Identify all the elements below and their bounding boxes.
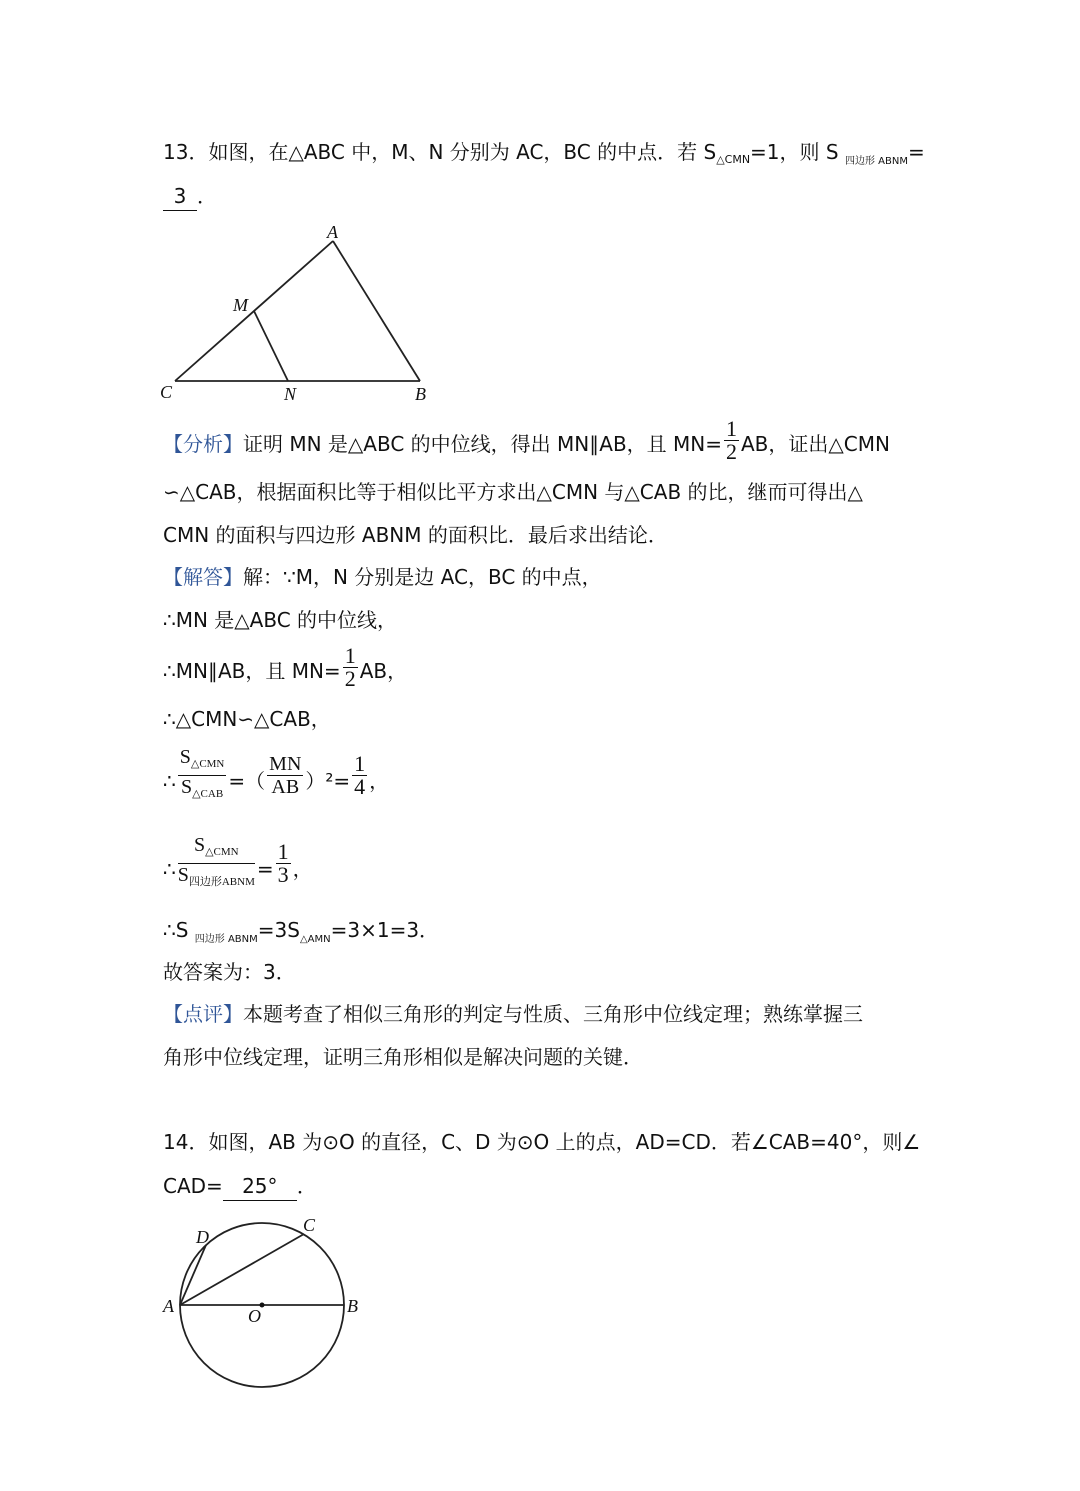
q13-solution-line4: ∴△CMN∽△CAB，: [163, 707, 331, 731]
label-O: O: [248, 1306, 261, 1326]
q14-stem-line2: CAD= 25° ．: [163, 1172, 317, 1201]
q13-comment-line2: 角形中位线定理，证明三角形相似是解决问题的关键．: [163, 1045, 643, 1069]
q13-analysis-line1: 【分析】证明 MN 是△ABC 的中位线，得出 MN∥AB，且 MN= $\frac{1}{2}$ AB，证出△CMN: [163, 416, 890, 464]
q13-ratio-line1: ∴ $\frac{S_{\triangle CMN}}{S_{\triangle CAB}}$ =（ $\frac{MN}{AB}$ ）²= $\frac{1}{4}$ ，: [163, 746, 390, 800]
q13-answer-blank: 3: [163, 182, 197, 211]
q13-final-line: ∴S $_{四边形 ABNM}=3S_{\triangle AMN}=3\times 1=3$．: [163, 918, 440, 945]
q13-solution-line2: ∴MN 是△ABC 的中位线，: [163, 608, 398, 632]
label-D: D: [196, 1227, 209, 1247]
q13-analysis-line2: ∽△CAB，根据面积比等于相似比平方求出△CMN 与△CAB 的比，继而可得出△: [163, 480, 863, 504]
label-C: C: [160, 382, 173, 402]
q13-answer-line: 3 ．: [163, 182, 217, 211]
q13-solution-line1: 【解答】解：∵M，N 分别是边 AC，BC 的中点，: [163, 565, 602, 589]
q13-analysis-line3: CMN 的面积与四边形 ABNM 的面积比．最后求出结论．: [163, 523, 668, 547]
q13-triangle-figure: [150, 215, 450, 410]
label-C: C: [303, 1215, 316, 1235]
q13-comment-line1: 【点评】本题考查了相似三角形的判定与性质、三角形中位线定理；熟练掌握三: [163, 1002, 863, 1026]
comment-tag: 【点评】: [163, 1002, 243, 1026]
label-M: M: [233, 295, 248, 315]
label-B: B: [347, 1296, 358, 1316]
label-N: N: [284, 384, 297, 404]
q13-stem: 13．如图，在△ABC 中，M、N 分别为 AC，BC 的中点．若 $S_{\triangle CMN}=1$，则 S $_{四边形 ABNM}$=: [163, 140, 925, 167]
solution-tag: 【解答】: [163, 565, 243, 589]
label-A: A: [327, 222, 338, 242]
label-B: B: [415, 384, 426, 404]
q14-circle-figure: [150, 1205, 380, 1400]
q14-stem-line1: 14．如图，AB 为⊙O 的直径，C、D 为⊙O 上的点，AD=CD．若∠CAB=40°，则∠: [163, 1130, 921, 1154]
q13-solution-line3: ∴MN∥AB，且 MN= $\frac{1}{2}$ AB，: [163, 643, 408, 691]
q14-answer-blank: 25°: [223, 1172, 297, 1201]
q13-ratio-line2: ∴ $\frac{S_{\triangle CMN}}{S_{四边形ABNM}}$ = $\frac{1}{3}$ ，: [163, 834, 313, 888]
label-A: A: [163, 1296, 174, 1316]
analysis-tag: 【分析】: [163, 432, 243, 456]
q13-answer-statement: 故答案为：3．: [163, 960, 296, 984]
